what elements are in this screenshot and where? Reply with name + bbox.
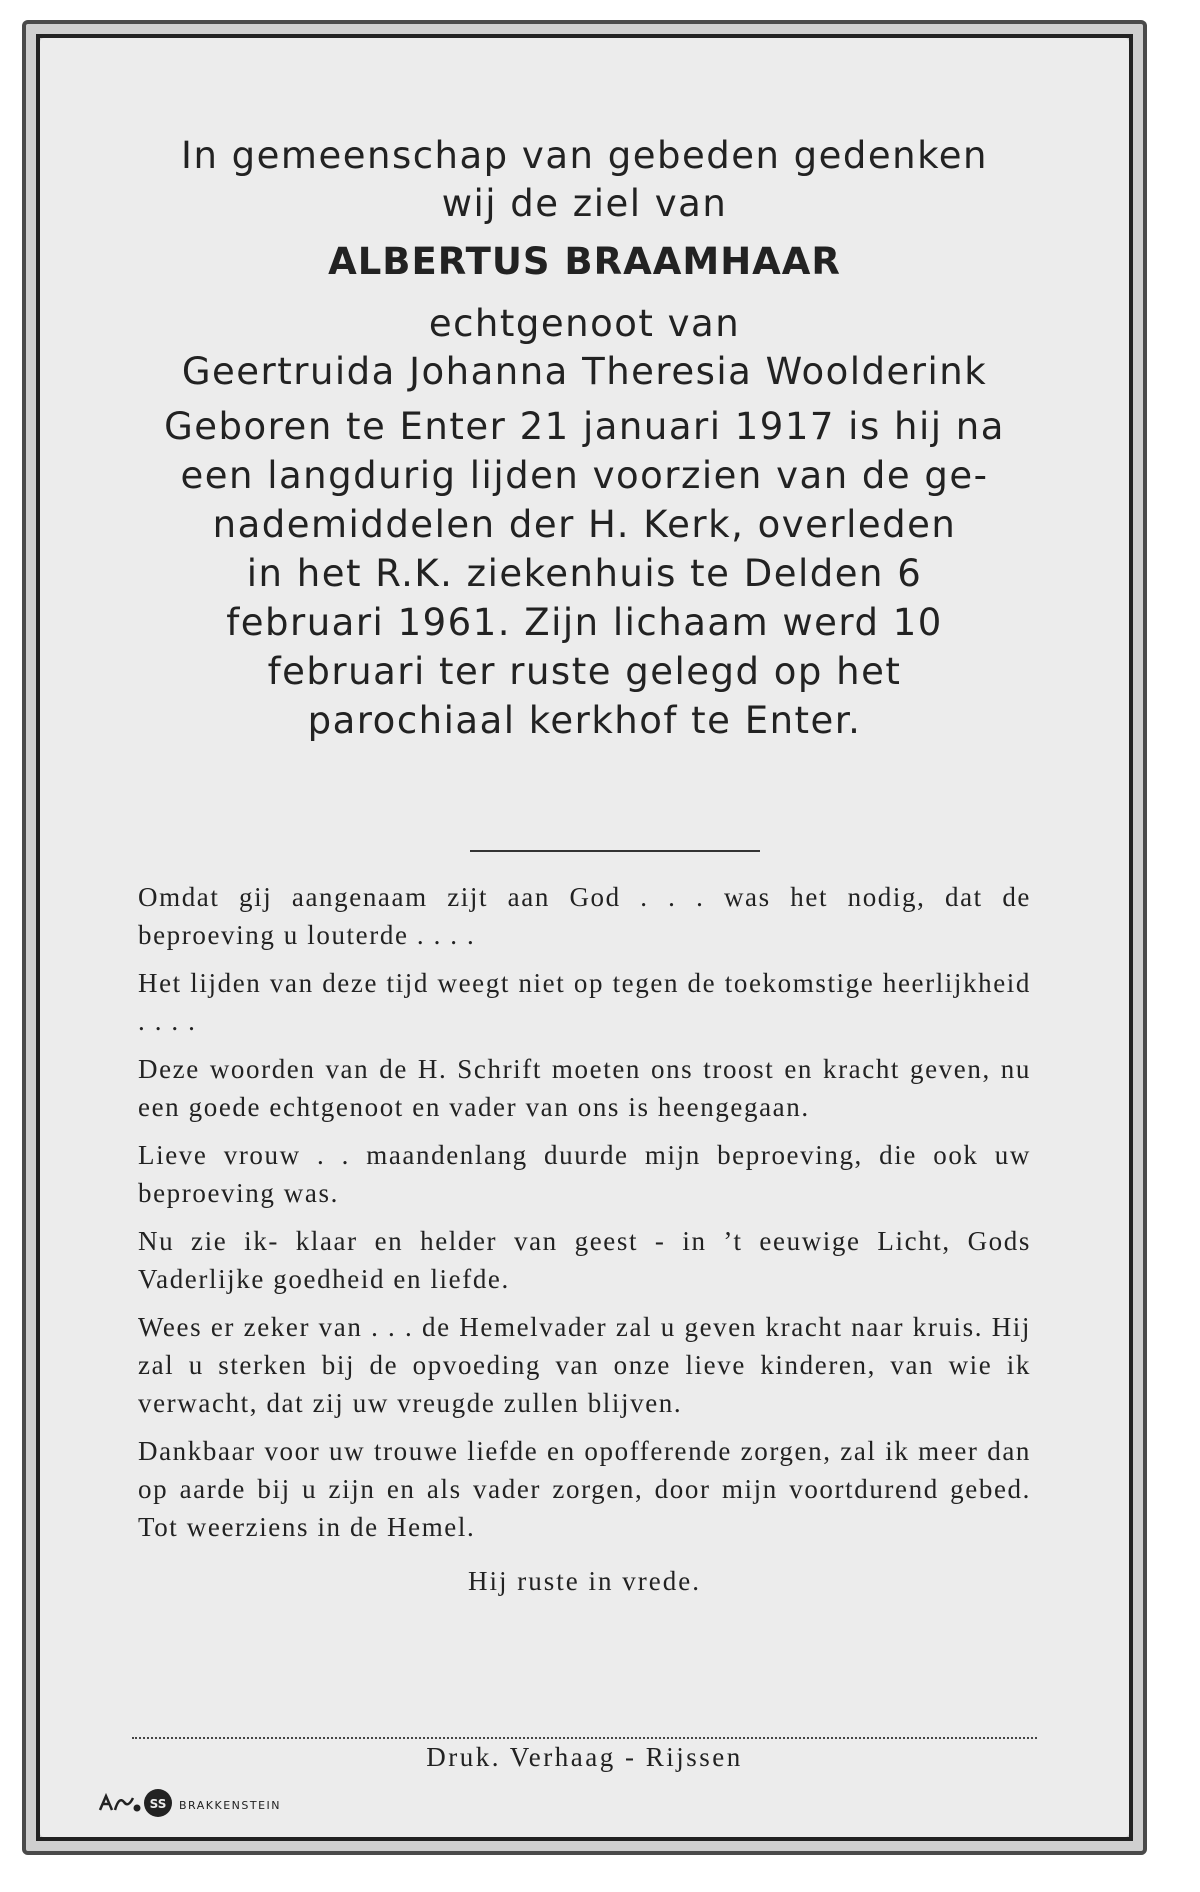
card-header	[82, 132, 1087, 745]
divider-rule	[470, 850, 760, 852]
scripture-paragraph: Deze woorden van de H. Schrift moeten ons troost en kracht geven, nu een goede echtgenoot en vader van ons is heengegaan.	[138, 1054, 1031, 1122]
memorial-card	[22, 20, 1147, 1855]
farewell-paragraph: Dankbaar voor uw trouwe liefde en opofferende zorgen, zal ik meer dan op aarde bij u zijn en als vader zorgen, door mijn voortdurend gebed. Tot weerziens in de Hemel.	[138, 1436, 1031, 1542]
bio-line: een langdurig lijden voorzien van de ge-	[180, 454, 989, 497]
deceased-name: ALBERTUS BRAAMHAAR	[328, 240, 841, 283]
bio-line: februari 1961. Zijn lichaam werd 10	[226, 601, 943, 644]
maker-mark	[97, 1788, 281, 1823]
svg-text:SS: SS	[149, 1797, 167, 1811]
bio-line: Geboren te Enter 21 januari 1917 is hij na	[164, 405, 1005, 448]
spouse-name: Geertruida Johanna Theresia Woolderink	[181, 350, 988, 393]
bio-line: nademiddelen der H. Kerk, overleden	[212, 503, 957, 546]
card-body	[138, 878, 1031, 1600]
intro-line-1: In gemeenschap van gebeden gedenken	[181, 134, 988, 177]
bio-line: in het R.K. ziekenhuis te Delden 6	[246, 552, 923, 595]
farewell-paragraph: Nu zie ik- klaar en helder van geest - in ’t eeuwige Licht, Gods Vaderlijke goedheid en liefde.	[138, 1226, 1031, 1294]
maker-name: BRAKKENSTEIN	[179, 1799, 281, 1812]
printer-credit: Druk. Verhaag - Rijssen	[426, 1742, 743, 1772]
ss-monogram-icon	[143, 1788, 173, 1823]
farewell-paragraph: Lieve vrouw . . maandenlang duurde mijn beproeving, die ook uw beproeving was.	[138, 1140, 1031, 1208]
spouse-intro: echtgenoot van	[428, 302, 741, 345]
intro-line-2: wij de ziel van	[441, 182, 728, 225]
printer-mark-icon	[97, 1790, 143, 1821]
closing-prayer: Hij ruste in vrede.	[468, 1566, 701, 1596]
bio-line: parochiaal kerkhof te Enter.	[307, 699, 862, 742]
farewell-paragraph: Wees er zeker van . . . de Hemelvader zal u geven kracht naar kruis. Hij zal u sterken bij de opvoeding van onze lieve kinderen, van wie ik verwacht, dat zij uw vreugde zullen blijven.	[138, 1312, 1031, 1418]
dotted-separator	[132, 1737, 1037, 1739]
scripture-paragraph: Het lijden van deze tijd weegt niet op tegen de toekomstige heerlijkheid . . . .	[138, 968, 1031, 1036]
bio-line: februari ter ruste gelegd op het	[267, 650, 902, 693]
scripture-paragraph: Omdat gij aangenaam zijt aan God . . . was het nodig, dat de beproeving u louterde . . . .	[138, 882, 1031, 950]
